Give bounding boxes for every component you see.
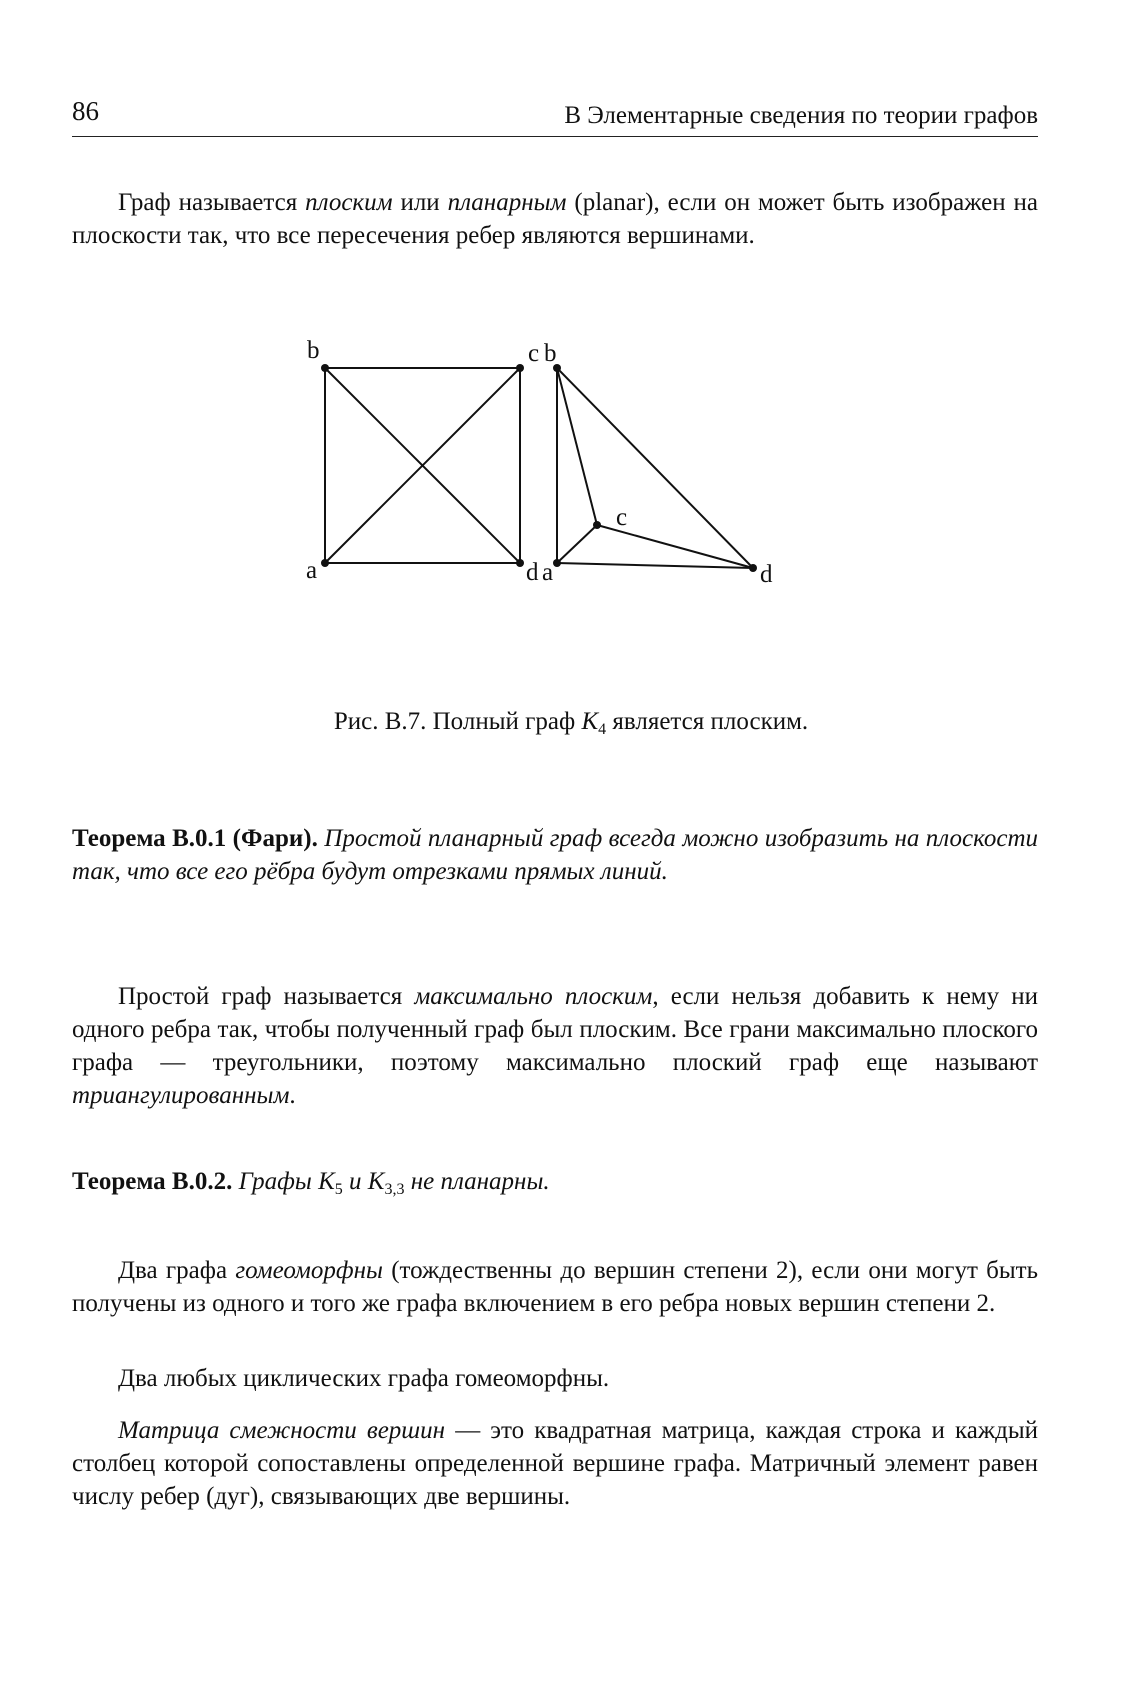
paragraph-cyclic: Два любых циклических графа гомеоморфны. bbox=[118, 1365, 610, 1392]
paragraph-maximal-planar: Простой граф называется максимально плоским, если нельзя добавить к нему ни одного ребра так, чтобы полученный граф был плоским. Все грани максимально плоского графа — треугольники, поэтому максимально плоский граф еще называют триангулированным. bbox=[72, 983, 1039, 1109]
running-header bbox=[72, 96, 1038, 137]
theorem-statement: Графы $K_5$ и $K_{3,3}$ не планарны. bbox=[232, 1168, 550, 1198]
edge-r-a-d bbox=[557, 563, 753, 568]
vertex-r-a bbox=[553, 559, 561, 567]
vertex-c bbox=[516, 364, 524, 372]
term-maximal-planar: максимально плоским bbox=[414, 983, 653, 1010]
theorem-statement: Простой планарный граф всегда можно изобразить на плоскости так, что все его рёбра будут отрезками прямых линий. bbox=[72, 825, 1038, 885]
vertex-b bbox=[321, 364, 329, 372]
figure-caption: Рис. B.7. Полный граф $K_4$ является плоским. bbox=[333, 708, 809, 738]
right-graph-k4 bbox=[557, 368, 753, 568]
paragraph-homeomorphic: Два графа гомеоморфны (тождественны до вершин степени 2), если они могут быть получены из одного и того же графа включением в его ребра новых вершин степени 2. bbox=[72, 1257, 1038, 1317]
label-right-c: c bbox=[616, 504, 628, 531]
theorem-k5-k33 bbox=[72, 1165, 1038, 1206]
paragraph-planar-definition: Граф называется плоским или планарным (planar), если он может быть изображен на плоскости так, что все пересечения ребер являются вершинами. bbox=[72, 189, 1038, 249]
term-adjacency-matrix: Матрица смежности вершин bbox=[118, 1417, 446, 1444]
vertex-a bbox=[321, 559, 329, 567]
term-flat: плоским bbox=[305, 189, 393, 216]
edge-r-c-d bbox=[597, 525, 753, 568]
label-right-d: d bbox=[760, 561, 773, 588]
label-left-a: a bbox=[306, 557, 318, 584]
paragraph-adjacency-matrix: Матрица смежности вершин — это квадратная матрица, каждая строка и каждый столбец которой сопоставлены определенной вершине графа. Матричный элемент равен числу ребер (дуг), связывающих две вершины. bbox=[72, 1417, 1038, 1510]
theorem-label: Теорема B.0.1 (Фари). bbox=[72, 825, 318, 852]
vertex-r-c bbox=[593, 521, 601, 529]
figure-svg bbox=[306, 337, 840, 638]
term-triangulated: триангулированным bbox=[72, 1082, 290, 1109]
label-left-d: d bbox=[526, 559, 539, 586]
edge-r-a-c bbox=[557, 525, 597, 563]
label-right-b: b bbox=[544, 340, 557, 367]
theorem-fary bbox=[72, 822, 1038, 888]
label-left-c: c bbox=[528, 340, 540, 367]
term-planar: планарным bbox=[447, 189, 567, 216]
term-homeomorphic: гомеоморфны bbox=[235, 1257, 383, 1284]
left-graph-k4 bbox=[325, 368, 520, 563]
figure-k4-drawings bbox=[306, 337, 840, 638]
edge-r-b-d bbox=[557, 368, 753, 568]
page-number: 86 bbox=[72, 96, 99, 126]
vertex-d bbox=[516, 559, 524, 567]
edge-r-b-c bbox=[557, 368, 597, 525]
vertex-r-d bbox=[749, 564, 757, 572]
label-left-b: b bbox=[307, 337, 320, 364]
theorem-label: Теорема B.0.2. bbox=[72, 1168, 233, 1195]
chapter-title: В Элементарные сведения по теории графов bbox=[564, 102, 1038, 129]
label-right-a: a bbox=[542, 559, 554, 586]
